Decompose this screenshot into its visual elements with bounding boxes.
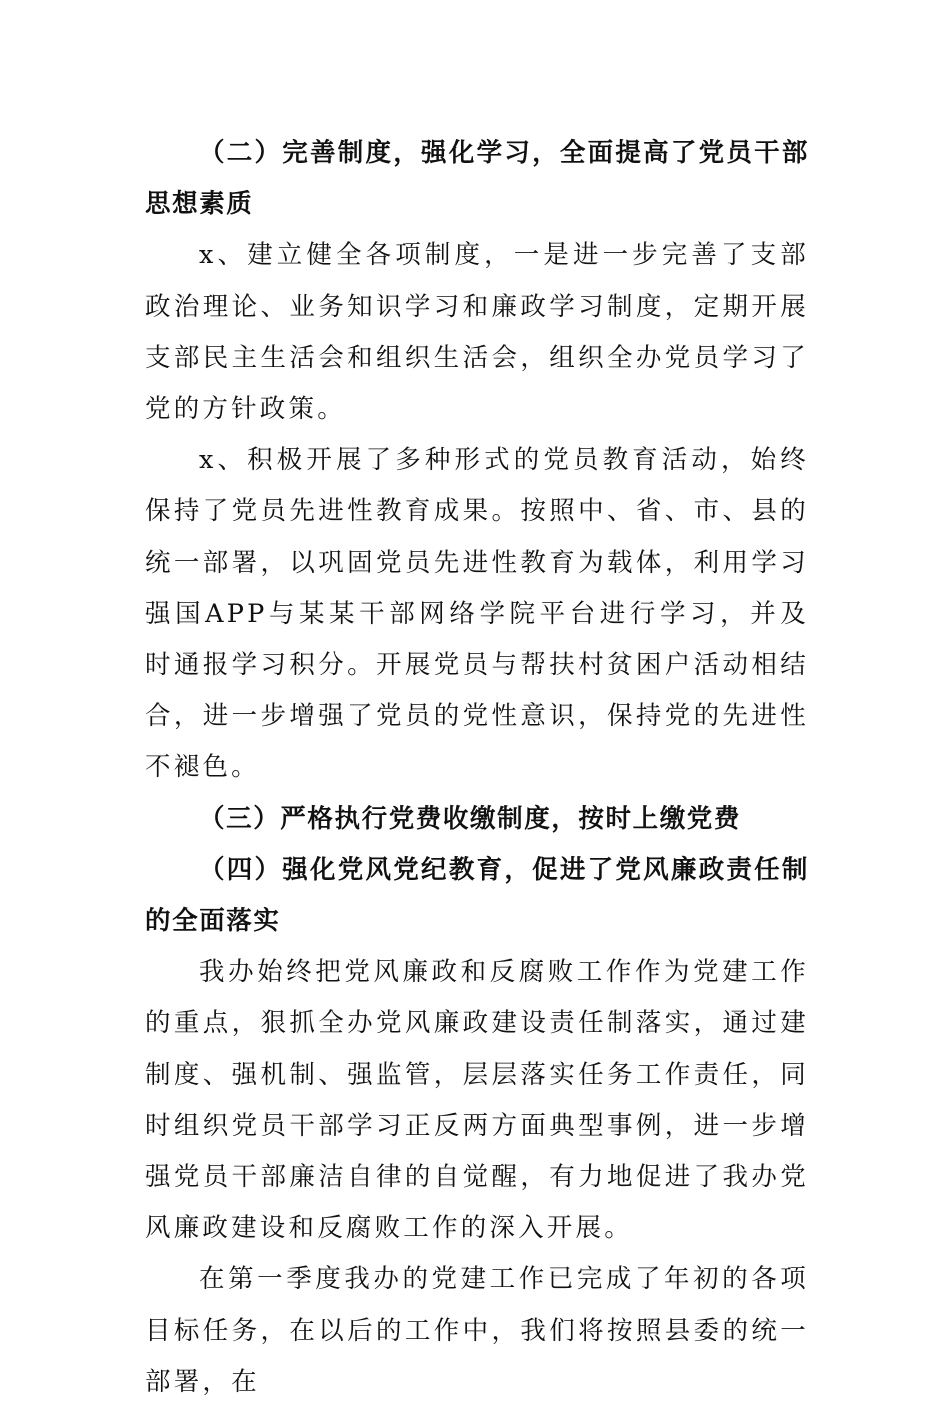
body-paragraph-anticorruption: 我办始终把党风廉政和反腐败工作作为党建工作的重点，狠抓全办党风廉政建设责任制落实，通过建制度、强机制、强监管，层层落实任务工作责任，同时组织党员干部学习正反两方面典型事例，进一步增强党员干部廉洁自律的自觉醒，有力地促进了我办党风廉政建设和反腐败工作的深入开展。 — [145, 957, 809, 1244]
section-heading-three: （三）严格执行党费收缴制度，按时上缴党费 — [199, 803, 742, 834]
section-heading-two: （二）完善制度，强化学习，全面提高了党员干部思想素质 — [145, 138, 809, 220]
body-paragraph-summary: 在第一季度我办的党建工作已完成了年初的各项目标任务，在以后的工作中，我们将按照县委的统一部署，在 — [145, 1264, 809, 1397]
document-page — [145, 128, 809, 1408]
body-paragraph-education: x、积极开展了多种形式的党员教育活动，始终保持了党员先进性教育成果。按照中、省、市、县的统一部署，以巩固党员先进性教育为载体，利用学习强国APP与某某干部网络学院平台进行学习，并及时通报学习积分。开展党员与帮扶村贫困户活动相结合，进一步增强了党员的党性意识，保持党的先进性不褪色。 — [145, 445, 809, 783]
section-heading-four: （四）强化党风党纪教育，促进了党风廉政责任制的全面落实 — [145, 854, 809, 937]
body-paragraph-rules: x、建立健全各项制度，一是进一步完善了支部政治理论、业务知识学习和廉政学习制度，定期开展支部民主生活会和组织生活会，组织全办党员学习了党的方针政策。 — [145, 240, 809, 425]
